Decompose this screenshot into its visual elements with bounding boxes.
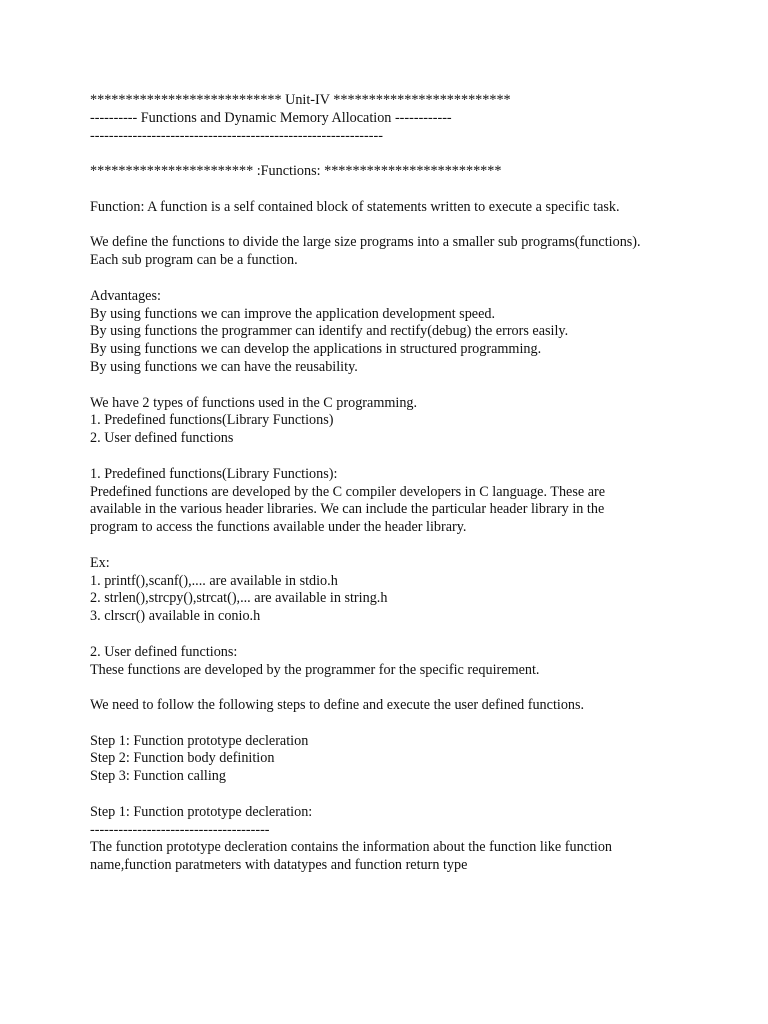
step1-heading: Step 1: Function prototype decleration: xyxy=(90,803,313,820)
advantage-item: By using functions we can have the reusability. xyxy=(90,358,358,375)
spacer xyxy=(90,679,750,697)
examples-heading: Ex: xyxy=(90,554,110,571)
spacer xyxy=(90,715,750,733)
steps-intro: We need to follow the following steps to define and execute the user defined functions. xyxy=(90,697,585,714)
spacer xyxy=(90,537,750,555)
step-item: Step 3: Function calling xyxy=(90,768,226,785)
spacer xyxy=(90,377,750,395)
predefined-paragraph-line: Predefined functions are developed by the C compiler developers in C language. These are xyxy=(90,483,606,500)
unit-heading: *************************** Unit-IV ************************* xyxy=(90,92,511,108)
document-page xyxy=(90,92,750,875)
spacer xyxy=(90,448,750,466)
spacer xyxy=(90,270,750,288)
example-item: 1. printf(),scanf(),.... are available in stdio.h xyxy=(90,572,338,589)
step-item: Step 1: Function prototype decleration xyxy=(90,732,309,749)
advantage-item: By using functions we can improve the application development speed. xyxy=(90,305,496,322)
spacer xyxy=(90,786,750,804)
function-definition: Function: A function is a self contained block of statements written to execute a specific task. xyxy=(90,198,620,215)
advantage-item: By using functions the programmer can identify and rectify(debug) the errors easily. xyxy=(90,323,569,340)
divider-line: -------------------------------------------------------------- xyxy=(90,127,383,144)
spacer xyxy=(90,181,750,199)
spacer xyxy=(90,626,750,644)
step1-rule: -------------------------------------- xyxy=(90,821,270,838)
predefined-paragraph-line: program to access the functions available under the header library. xyxy=(90,519,467,536)
types-intro: We have 2 types of functions used in the C programming. xyxy=(90,394,418,411)
advantages-heading: Advantages: xyxy=(90,287,161,304)
advantage-item: By using functions we can develop the applications in structured programming. xyxy=(90,341,542,358)
step1-paragraph-line: name,function paratmeters with datatypes and function return type xyxy=(90,857,468,874)
type-item: 2. User defined functions xyxy=(90,430,234,447)
type-item: 1. Predefined functions(Library Functions) xyxy=(90,412,334,429)
purpose-line-1: We define the functions to divide the large size programs into a smaller sub programs(functions). xyxy=(90,234,641,251)
predefined-paragraph-line: available in the various header libraries. We can include the particular header library in the xyxy=(90,501,605,518)
purpose-line-2: Each sub program can be a function. xyxy=(90,252,298,269)
example-item: 2. strlen(),strcpy(),strcat(),... are available in string.h xyxy=(90,590,388,607)
section-heading: *********************** :Functions: ************************* xyxy=(90,163,502,180)
user-defined-heading: 2. User defined functions: xyxy=(90,643,238,660)
user-defined-line: These functions are developed by the programmer for the specific requirement. xyxy=(90,661,540,678)
spacer xyxy=(90,217,750,235)
step-item: Step 2: Function body definition xyxy=(90,750,275,767)
step1-paragraph-line: The function prototype decleration contains the information about the function like function xyxy=(90,839,613,856)
predefined-heading: 1. Predefined functions(Library Functions): xyxy=(90,465,338,482)
unit-subtitle: ---------- Functions and Dynamic Memory Allocation ------------ xyxy=(90,109,452,126)
example-item: 3. clrscr() available in conio.h xyxy=(90,608,261,625)
spacer xyxy=(90,145,750,163)
